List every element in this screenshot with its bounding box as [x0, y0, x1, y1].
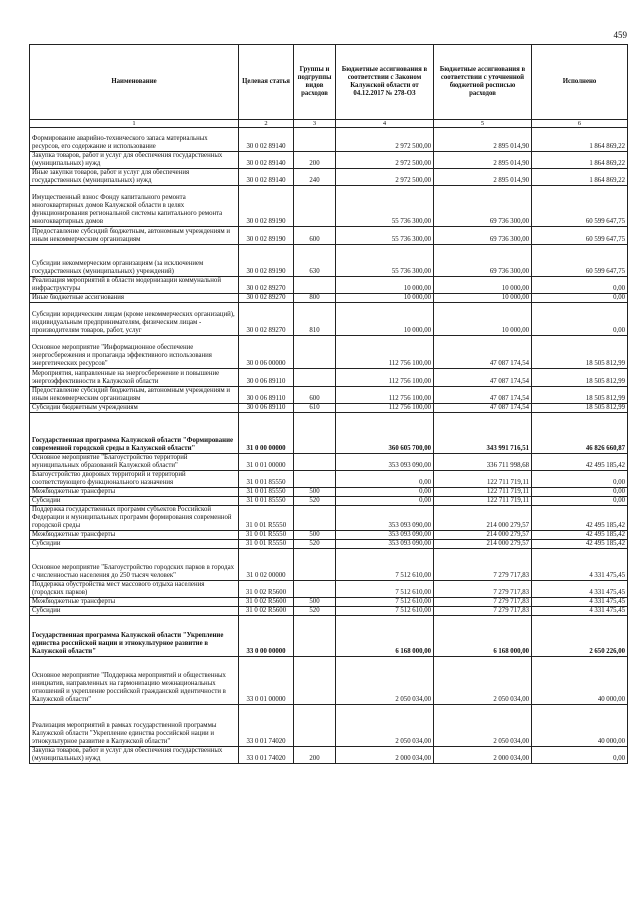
row-law-amount: 353 093 090,00: [336, 454, 434, 471]
table-row: [30, 598, 628, 607]
row-law-amount: 112 756 100,00: [336, 369, 434, 387]
row-refined-amount: 47 087 174,54: [434, 387, 532, 404]
row-executed-amount: 4 331 475,45: [532, 581, 628, 598]
row-executed-amount: 1 864 869,22: [532, 152, 628, 169]
row-group: 500: [294, 488, 336, 497]
row-law-amount: 10 000,00: [336, 294, 434, 303]
row-name: Мероприятия, направленные на энергосбережение и повышение энергоэффективности в Калужской области: [30, 369, 239, 387]
row-refined-amount: 343 991 716,51: [434, 413, 532, 454]
row-refined-amount: 2 000 034,00: [434, 747, 532, 764]
row-name: Государственная программа Калужской области "Укрепление единства российской нации и этнокультурное развитие в Калужской области": [30, 616, 239, 657]
row-group: 610: [294, 404, 336, 413]
row-executed-amount: 40 000,00: [532, 705, 628, 747]
row-law-amount: 10 000,00: [336, 277, 434, 294]
row-name: Реализация мероприятий в области модернизации коммунальной инфраструктуры: [30, 277, 239, 294]
table-row: [30, 747, 628, 764]
row-code: 30 0 02 89140: [239, 169, 294, 186]
table-row: [30, 294, 628, 303]
row-name: Иные бюджетные ассигнования: [30, 294, 239, 303]
row-code: 30 0 02 89140: [239, 128, 294, 152]
row-executed-amount: 42 495 185,42: [532, 454, 628, 471]
column-number: 1: [30, 120, 239, 128]
row-refined-amount: 69 736 300,00: [434, 227, 532, 245]
table-row: [30, 488, 628, 497]
header-executed: Исполнено: [532, 45, 628, 120]
table-row: [30, 404, 628, 413]
row-name: Реализация мероприятий в рамках государственной программы Калужской области "Укрепление единства российской нации и этнокультурное развитие в Калужской области": [30, 705, 239, 747]
table-row: [30, 581, 628, 598]
row-code: 31 0 01 R5550: [239, 506, 294, 531]
row-executed-amount: 18 505 812,99: [532, 336, 628, 369]
row-law-amount: 7 512 610,00: [336, 549, 434, 581]
row-refined-amount: 10 000,00: [434, 303, 532, 336]
row-name: Основное мероприятие "Благоустройство городских парков в городах с численностью населения до 250 тысяч человек": [30, 549, 239, 581]
row-code: 30 0 06 89110: [239, 369, 294, 387]
row-group: [294, 128, 336, 152]
row-refined-amount: 2 050 034,00: [434, 705, 532, 747]
table-row: [30, 387, 628, 404]
row-law-amount: 0,00: [336, 497, 434, 506]
table-row: [30, 245, 628, 277]
row-name: Субсидии бюджетным учреждениям: [30, 404, 239, 413]
row-refined-amount: 214 000 279,57: [434, 531, 532, 540]
row-law-amount: 2 000 034,00: [336, 747, 434, 764]
row-refined-amount: 214 000 279,57: [434, 540, 532, 549]
row-refined-amount: 47 087 174,54: [434, 369, 532, 387]
table-row: [30, 506, 628, 531]
row-law-amount: 6 168 000,00: [336, 616, 434, 657]
table-header-row: [30, 45, 628, 120]
row-name: Поддержка обустройства мест массового отдыха населения (городских парков): [30, 581, 239, 598]
row-code: 31 0 01 85550: [239, 497, 294, 506]
table-row: [30, 705, 628, 747]
header-groups: Группы и подгруппы видов расходов: [294, 45, 336, 120]
table-row: [30, 549, 628, 581]
row-executed-amount: 0,00: [532, 303, 628, 336]
row-group: 520: [294, 497, 336, 506]
row-executed-amount: 1 864 869,22: [532, 169, 628, 186]
table-row: [30, 540, 628, 549]
row-name: Основное мероприятие "Поддержка мероприятий и общественных инициатив, направленных на гармонизацию межнациональных отношений и укрепление российской гражданской идентичности в Калужской области": [30, 657, 239, 705]
row-name: Межбюджетные трансферты: [30, 488, 239, 497]
row-refined-amount: 69 736 300,00: [434, 245, 532, 277]
budget-table: [29, 44, 628, 764]
table-row: [30, 657, 628, 705]
row-name: Основное мероприятие "Информационное обеспечение энергосбережения и пропаганда эффективного использования энергетических ресурсов": [30, 336, 239, 369]
row-code: 31 0 01 R5550: [239, 531, 294, 540]
row-executed-amount: 4 331 475,45: [532, 549, 628, 581]
row-executed-amount: 1 864 869,22: [532, 128, 628, 152]
row-group: [294, 471, 336, 488]
row-law-amount: 7 512 610,00: [336, 581, 434, 598]
row-executed-amount: 42 495 185,42: [532, 540, 628, 549]
table-row: [30, 607, 628, 616]
row-executed-amount: 60 599 647,75: [532, 186, 628, 227]
row-group: 800: [294, 294, 336, 303]
row-group: [294, 336, 336, 369]
row-law-amount: 55 736 300,00: [336, 186, 434, 227]
row-name: Субсидии: [30, 540, 239, 549]
row-code: 30 0 06 00000: [239, 336, 294, 369]
row-law-amount: 112 756 100,00: [336, 404, 434, 413]
row-refined-amount: 7 279 717,83: [434, 598, 532, 607]
row-code: 31 0 02 R5600: [239, 607, 294, 616]
table-row: [30, 369, 628, 387]
row-group: [294, 506, 336, 531]
header-refined: Бюджетные ассигнования в соответствии с уточненной бюджетной росписью расходов: [434, 45, 532, 120]
row-refined-amount: 2 895 014,90: [434, 169, 532, 186]
row-executed-amount: 18 505 812,99: [532, 369, 628, 387]
row-code: 33 0 01 00000: [239, 657, 294, 705]
row-law-amount: 353 093 090,00: [336, 531, 434, 540]
column-number: 3: [294, 120, 336, 128]
row-group: 500: [294, 598, 336, 607]
row-refined-amount: 122 711 719,11: [434, 471, 532, 488]
row-code: 31 0 01 00000: [239, 454, 294, 471]
row-refined-amount: 122 711 719,11: [434, 488, 532, 497]
table-row: [30, 303, 628, 336]
row-code: 30 0 02 89270: [239, 277, 294, 294]
row-code: 31 0 01 R5550: [239, 540, 294, 549]
row-code: 31 0 02 R5600: [239, 581, 294, 598]
row-name: Межбюджетные трансферты: [30, 531, 239, 540]
row-name: Имущественный взнос Фонду капитального ремонта многоквартирных домов Калужской области в целях функционирования региональной системы капитального ремонта многоквартирных домов: [30, 186, 239, 227]
row-law-amount: 0,00: [336, 488, 434, 497]
header-target: Целевая статья: [239, 45, 294, 120]
row-group: [294, 657, 336, 705]
row-group: [294, 369, 336, 387]
header-law: Бюджетные ассигнования в соответствии с Законом Калужской области от 04.12.2017 № 278-ОЗ: [336, 45, 434, 120]
row-name: Иные закупки товаров, работ и услуг для обеспечения государственных (муниципальных) нужд: [30, 169, 239, 186]
row-law-amount: 7 512 610,00: [336, 598, 434, 607]
row-law-amount: 2 972 500,00: [336, 152, 434, 169]
table-row: [30, 531, 628, 540]
table-row: [30, 277, 628, 294]
row-group: [294, 705, 336, 747]
row-refined-amount: 7 279 717,83: [434, 581, 532, 598]
row-law-amount: 7 512 610,00: [336, 607, 434, 616]
row-code: 30 0 02 89190: [239, 227, 294, 245]
row-refined-amount: 6 168 000,00: [434, 616, 532, 657]
row-law-amount: 112 756 100,00: [336, 387, 434, 404]
row-code: 33 0 00 00000: [239, 616, 294, 657]
table-row: [30, 497, 628, 506]
row-law-amount: 112 756 100,00: [336, 336, 434, 369]
row-executed-amount: 60 599 647,75: [532, 227, 628, 245]
row-code: 31 0 01 85550: [239, 471, 294, 488]
row-code: 30 0 02 89190: [239, 245, 294, 277]
table-row: [30, 471, 628, 488]
column-number: 4: [336, 120, 434, 128]
table-row: [30, 227, 628, 245]
row-group: 810: [294, 303, 336, 336]
row-code: 33 0 01 74020: [239, 705, 294, 747]
column-number-row: [30, 120, 628, 128]
row-group: 200: [294, 152, 336, 169]
row-name: Благоустройство дворовых территорий и территорий соответствующего функционального назначения: [30, 471, 239, 488]
row-group: 200: [294, 747, 336, 764]
row-refined-amount: 69 736 300,00: [434, 186, 532, 227]
row-code: 30 0 02 89190: [239, 186, 294, 227]
column-number: 6: [532, 120, 628, 128]
row-group: 630: [294, 245, 336, 277]
row-executed-amount: 42 495 185,42: [532, 506, 628, 531]
row-name: Предоставление субсидий бюджетным, автономным учреждениям и иным некоммерческим организациям: [30, 387, 239, 404]
row-law-amount: 2 972 500,00: [336, 169, 434, 186]
table-row: [30, 128, 628, 152]
row-group: [294, 581, 336, 598]
row-refined-amount: 10 000,00: [434, 277, 532, 294]
row-group: 520: [294, 607, 336, 616]
row-code: 31 0 02 00000: [239, 549, 294, 581]
row-name: Государственная программа Калужской области "Формирование современной городской среды в Калужской области": [30, 413, 239, 454]
row-group: [294, 616, 336, 657]
row-name: Субсидии юридическим лицам (кроме некоммерческих организаций), индивидуальным предпринимателям, физическим лицам - производителям товаров, работ, услуг: [30, 303, 239, 336]
table-row: [30, 336, 628, 369]
row-code: 30 0 02 89270: [239, 303, 294, 336]
row-executed-amount: 2 650 226,00: [532, 616, 628, 657]
row-law-amount: 55 736 300,00: [336, 227, 434, 245]
row-name: Межбюджетные трансферты: [30, 598, 239, 607]
row-refined-amount: 336 711 998,68: [434, 454, 532, 471]
page-number: 459: [613, 30, 627, 40]
row-executed-amount: 46 826 660,87: [532, 413, 628, 454]
row-group: [294, 454, 336, 471]
table-row: [30, 152, 628, 169]
row-code: 31 0 01 85550: [239, 488, 294, 497]
row-law-amount: 55 736 300,00: [336, 245, 434, 277]
row-law-amount: 2 050 034,00: [336, 657, 434, 705]
row-law-amount: 10 000,00: [336, 303, 434, 336]
row-refined-amount: 2 895 014,90: [434, 152, 532, 169]
row-name: Предоставление субсидий бюджетным, автономным учреждениям и иным некоммерческим организациям: [30, 227, 239, 245]
row-group: 240: [294, 169, 336, 186]
row-executed-amount: 40 000,00: [532, 657, 628, 705]
row-name: Основное мероприятие "Благоустройство территорий муниципальных образований Калужской области": [30, 454, 239, 471]
row-refined-amount: 10 000,00: [434, 294, 532, 303]
row-law-amount: 2 050 034,00: [336, 705, 434, 747]
row-executed-amount: 18 505 812,99: [532, 387, 628, 404]
row-code: 33 0 01 74020: [239, 747, 294, 764]
row-name: Субсидии некоммерческим организациям (за исключением государственных (муниципальных) учреждений): [30, 245, 239, 277]
row-name: Субсидии: [30, 607, 239, 616]
row-name: Закупка товаров, работ и услуг для обеспечения государственных (муниципальных) нужд: [30, 152, 239, 169]
row-refined-amount: 214 000 279,57: [434, 506, 532, 531]
row-refined-amount: 7 279 717,83: [434, 607, 532, 616]
row-executed-amount: 0,00: [532, 488, 628, 497]
row-executed-amount: 0,00: [532, 277, 628, 294]
table-row: [30, 413, 628, 454]
row-group: 600: [294, 227, 336, 245]
row-law-amount: 360 605 700,00: [336, 413, 434, 454]
row-refined-amount: 7 279 717,83: [434, 549, 532, 581]
row-law-amount: 0,00: [336, 471, 434, 488]
row-refined-amount: 122 711 719,11: [434, 497, 532, 506]
row-code: 30 0 06 89110: [239, 387, 294, 404]
row-code: 31 0 00 00000: [239, 413, 294, 454]
row-group: 520: [294, 540, 336, 549]
row-refined-amount: 47 087 174,54: [434, 336, 532, 369]
row-group: [294, 413, 336, 454]
row-executed-amount: 4 331 475,45: [532, 607, 628, 616]
row-code: 30 0 02 89270: [239, 294, 294, 303]
row-law-amount: 353 093 090,00: [336, 506, 434, 531]
row-group: 500: [294, 531, 336, 540]
row-executed-amount: 60 599 647,75: [532, 245, 628, 277]
row-executed-amount: 0,00: [532, 747, 628, 764]
row-executed-amount: 4 331 475,45: [532, 598, 628, 607]
row-executed-amount: 18 505 812,99: [532, 404, 628, 413]
table-row: [30, 454, 628, 471]
row-name: Формирование аварийно-технического запаса материальных ресурсов, его содержание и использование: [30, 128, 239, 152]
row-executed-amount: 42 495 185,42: [532, 531, 628, 540]
row-law-amount: 2 972 500,00: [336, 128, 434, 152]
row-refined-amount: 2 895 014,90: [434, 128, 532, 152]
row-refined-amount: 47 087 174,54: [434, 404, 532, 413]
row-executed-amount: 0,00: [532, 497, 628, 506]
table-row: [30, 616, 628, 657]
column-number: 5: [434, 120, 532, 128]
column-number: 2: [239, 120, 294, 128]
row-executed-amount: 0,00: [532, 471, 628, 488]
row-group: [294, 277, 336, 294]
row-name: Поддержка государственных программ субъектов Российской Федерации и муниципальных программ формирования современной городской среды: [30, 506, 239, 531]
table-row: [30, 186, 628, 227]
row-code: 31 0 02 R5600: [239, 598, 294, 607]
table-row: [30, 169, 628, 186]
row-law-amount: 353 093 090,00: [336, 540, 434, 549]
row-executed-amount: 0,00: [532, 294, 628, 303]
row-refined-amount: 2 050 034,00: [434, 657, 532, 705]
row-code: 30 0 06 89110: [239, 404, 294, 413]
row-name: Закупка товаров, работ и услуг для обеспечения государственных (муниципальных) нужд: [30, 747, 239, 764]
row-group: [294, 549, 336, 581]
table-body: [30, 120, 628, 764]
row-group: 600: [294, 387, 336, 404]
row-code: 30 0 02 89140: [239, 152, 294, 169]
row-group: [294, 186, 336, 227]
header-name: Наименование: [30, 45, 239, 120]
row-name: Субсидии: [30, 497, 239, 506]
